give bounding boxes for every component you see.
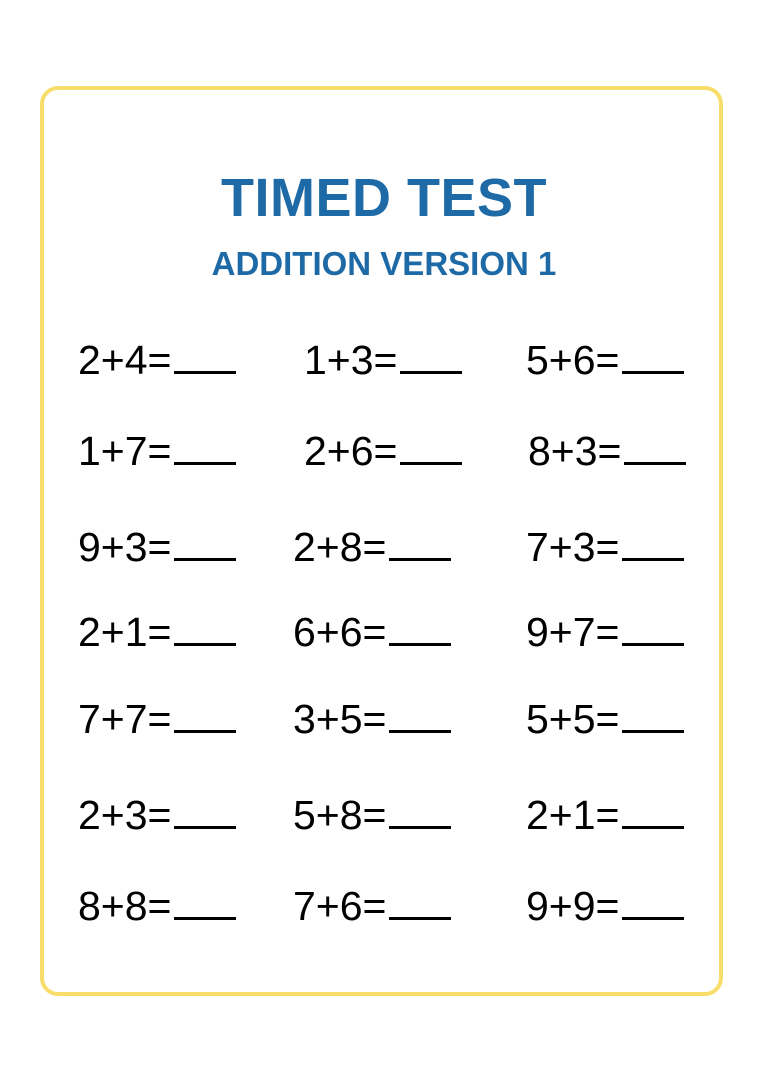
problem-expression: 2+1=: [78, 609, 172, 655]
problem-expression: 8+3=: [528, 428, 622, 474]
problem-expression: 5+5=: [526, 696, 620, 742]
answer-blank[interactable]: [622, 825, 684, 829]
answer-blank[interactable]: [174, 557, 236, 561]
answer-blank[interactable]: [389, 729, 451, 733]
answer-blank[interactable]: [174, 642, 236, 646]
problem-item: [526, 696, 684, 742]
problem-expression: 1+7=: [78, 428, 172, 474]
problem-item: [526, 609, 684, 655]
problem-item: [78, 883, 236, 929]
answer-blank[interactable]: [389, 557, 451, 561]
problem-expression: 6+6=: [293, 609, 387, 655]
problem-expression: 9+9=: [526, 883, 620, 929]
answer-blank[interactable]: [622, 916, 684, 920]
page-subtitle: ADDITION VERSION 1: [211, 245, 557, 282]
answer-blank[interactable]: [389, 642, 451, 646]
answer-blank[interactable]: [174, 729, 236, 733]
problem-expression: 7+6=: [293, 883, 387, 929]
problem-expression: 2+3=: [78, 792, 172, 838]
problem-expression: 9+7=: [526, 609, 620, 655]
problem-expression: 3+5=: [293, 696, 387, 742]
answer-blank[interactable]: [389, 825, 451, 829]
problem-item: [78, 792, 236, 838]
problem-expression: 7+7=: [78, 696, 172, 742]
problem-expression: 2+4=: [78, 337, 172, 383]
answer-blank[interactable]: [174, 461, 236, 465]
problem-item: [526, 792, 684, 838]
answer-blank[interactable]: [622, 370, 684, 374]
problem-item: [526, 524, 684, 570]
problem-item: [293, 792, 451, 838]
answer-blank[interactable]: [174, 916, 236, 920]
problem-item: [304, 428, 462, 474]
problem-item: [293, 524, 451, 570]
problem-item: [78, 428, 236, 474]
page-title: TIMED TEST: [221, 168, 547, 228]
problem-item: [78, 337, 236, 383]
answer-blank[interactable]: [622, 642, 684, 646]
answer-blank[interactable]: [174, 370, 236, 374]
answer-blank[interactable]: [174, 825, 236, 829]
problem-expression: 7+3=: [526, 524, 620, 570]
problem-item: [526, 337, 684, 383]
problem-item: [528, 428, 686, 474]
problem-expression: 5+6=: [526, 337, 620, 383]
problem-item: [293, 609, 451, 655]
answer-blank[interactable]: [622, 557, 684, 561]
problem-item: [78, 609, 236, 655]
answer-blank[interactable]: [400, 370, 462, 374]
problem-item: [78, 524, 236, 570]
problem-item: [78, 696, 236, 742]
problem-expression: 5+8=: [293, 792, 387, 838]
problem-expression: 8+8=: [78, 883, 172, 929]
problem-item: [293, 696, 451, 742]
problem-item: [304, 337, 462, 383]
answer-blank[interactable]: [624, 461, 686, 465]
problem-expression: 2+1=: [526, 792, 620, 838]
answer-blank[interactable]: [389, 916, 451, 920]
problem-expression: 2+6=: [304, 428, 398, 474]
problem-item: [526, 883, 684, 929]
problem-expression: 2+8=: [293, 524, 387, 570]
problem-expression: 9+3=: [78, 524, 172, 570]
answer-blank[interactable]: [622, 729, 684, 733]
problem-expression: 1+3=: [304, 337, 398, 383]
problem-item: [293, 883, 451, 929]
answer-blank[interactable]: [400, 461, 462, 465]
